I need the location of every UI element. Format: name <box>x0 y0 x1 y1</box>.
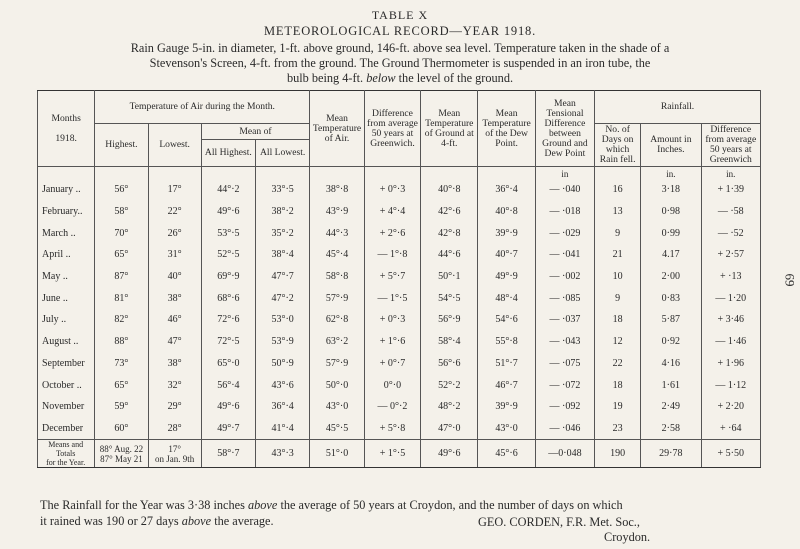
table-row <box>38 179 761 201</box>
cell-rain-days: 16 <box>595 179 641 201</box>
cell-tension: — ·018 <box>535 201 594 223</box>
cell-rain-days: 13 <box>595 201 641 223</box>
totals-tension: —0·048 <box>535 440 594 468</box>
cell-month: July .. <box>38 309 95 331</box>
header-rainfall: Rainfall. <box>595 91 761 124</box>
cell-tension: — ·040 <box>535 179 594 201</box>
header-all-highest: All Highest. <box>201 140 255 167</box>
cell-diff: + 0°·3 <box>364 179 420 201</box>
cell-rain-diff: + 2·57 <box>701 244 760 266</box>
totals-label <box>38 440 95 468</box>
cell-dew: 40°·8 <box>478 201 535 223</box>
cell-month: May .. <box>38 266 95 288</box>
cell-rain-days: 12 <box>595 331 641 353</box>
cell-tension: — ·085 <box>535 287 594 309</box>
cell-diff: + 5°·7 <box>364 266 420 288</box>
cell-all-highest: 68°·6 <box>201 287 255 309</box>
cell-rain-amount: 4·16 <box>641 353 701 375</box>
totals-all-lowest: 43°·3 <box>256 440 310 468</box>
cell-lowest: 38° <box>148 353 201 375</box>
totals-all-highest: 58°·7 <box>201 440 255 468</box>
cell-mean-air: 63°·2 <box>310 331 365 353</box>
cell-ground: 42°·8 <box>421 222 478 244</box>
cell-rain-diff: — ·58 <box>701 201 760 223</box>
footer-note <box>40 497 760 529</box>
totals-highest-2: 87° May 21 <box>100 453 143 464</box>
cell-rain-diff: + ·13 <box>701 266 760 288</box>
cell-lowest: 17° <box>148 179 201 201</box>
cell-mean-air: 62°·8 <box>310 309 365 331</box>
cell-all-lowest: 38°·4 <box>256 244 310 266</box>
table-row <box>38 374 761 396</box>
cell-highest: 65° <box>95 244 148 266</box>
header-rain-days: No. of Days on which Rain fell. <box>595 124 641 167</box>
cell-tension: — ·037 <box>535 309 594 331</box>
table-row <box>38 331 761 353</box>
cell-tension: — ·092 <box>535 396 594 418</box>
cell-highest: 73° <box>95 353 148 375</box>
header-mean-tensional: Mean Tensional Difference between Ground and Dew Point <box>535 91 594 167</box>
cell-all-highest: 44°·2 <box>201 179 255 201</box>
cell-mean-air: 38°·8 <box>310 179 365 201</box>
cell-all-highest: 72°·6 <box>201 309 255 331</box>
cell-all-highest: 53°·5 <box>201 222 255 244</box>
cell-ground: 56°·6 <box>421 353 478 375</box>
cell-rain-amount: 1·61 <box>641 374 701 396</box>
cell-all-lowest: 53°·0 <box>256 309 310 331</box>
signature-place: Croydon. <box>604 530 651 544</box>
totals-label-1: Means and <box>48 440 84 450</box>
cell-ground: 54°·5 <box>421 287 478 309</box>
cell-lowest: 47° <box>148 331 201 353</box>
cell-tension: — ·043 <box>535 331 594 353</box>
cell-month: March .. <box>38 222 95 244</box>
cell-diff: — 1°·8 <box>364 244 420 266</box>
cell-highest: 58° <box>95 201 148 223</box>
cell-ground: 52°·2 <box>421 374 478 396</box>
unit-row <box>38 167 761 180</box>
totals-highest <box>95 440 148 468</box>
cell-all-highest: 49°·7 <box>201 418 255 440</box>
cell-ground: 48°·2 <box>421 396 478 418</box>
cell-all-lowest: 38°·2 <box>256 201 310 223</box>
header-lowest: Lowest. <box>148 124 201 167</box>
footer-line-2 <box>40 513 760 529</box>
intro-line-2: Stevenson's Screen, 4-ft. from the ground. The Ground Thermometer is suspended in an iron tube, the <box>149 56 651 70</box>
totals-lowest <box>148 440 201 468</box>
cell-tension: — ·029 <box>535 222 594 244</box>
table-row <box>38 287 761 309</box>
cell-highest: 82° <box>95 309 148 331</box>
cell-tension: — ·046 <box>535 418 594 440</box>
cell-highest: 70° <box>95 222 148 244</box>
cell-lowest: 22° <box>148 201 201 223</box>
cell-highest: 88° <box>95 331 148 353</box>
table-label: TABLE X <box>371 8 429 22</box>
cell-highest: 87° <box>95 266 148 288</box>
cell-dew: 46°·7 <box>478 374 535 396</box>
page-title: METEOROLOGICAL RECORD—YEAR 1918. <box>263 24 536 38</box>
signature: GEO. CORDEN, F.R. Met. Soc., <box>478 515 640 529</box>
cell-rain-days: 22 <box>595 353 641 375</box>
cell-rain-amount: 4.17 <box>641 244 701 266</box>
cell-all-lowest: 53°·9 <box>256 331 310 353</box>
cell-rain-amount: 0·99 <box>641 222 701 244</box>
intro-line-3c: the level of the ground. <box>398 71 514 85</box>
header-mean-temp-ground: Mean Temperature of Ground at 4-ft. <box>421 91 478 167</box>
footer-line-2b: above <box>181 514 212 528</box>
intro-text <box>40 41 760 86</box>
cell-dew: 54°·6 <box>478 309 535 331</box>
cell-all-lowest: 47°·7 <box>256 266 310 288</box>
cell-all-lowest: 33°·5 <box>256 179 310 201</box>
cell-rain-diff: + 3·46 <box>701 309 760 331</box>
footer-line-1a: The Rainfall for the Year was 3·38 inches <box>40 498 245 512</box>
header-year: 1918. <box>55 132 77 144</box>
intro-line-3b: below <box>366 71 396 85</box>
cell-rain-days: 9 <box>595 222 641 244</box>
totals-ground: 49°·6 <box>421 440 478 468</box>
cell-dew: 39°·9 <box>478 396 535 418</box>
cell-highest: 60° <box>95 418 148 440</box>
cell-ground: 56°·9 <box>421 309 478 331</box>
cell-mean-air: 50°·0 <box>310 374 365 396</box>
cell-lowest: 26° <box>148 222 201 244</box>
intro-line-3 <box>40 71 760 86</box>
header-diff-avg: Difference from average 50 years at Greenwich. <box>364 91 420 167</box>
cell-diff: + 4°·4 <box>364 201 420 223</box>
cell-rain-diff: + 1·39 <box>701 179 760 201</box>
cell-rain-amount: 2·00 <box>641 266 701 288</box>
cell-highest: 81° <box>95 287 148 309</box>
table-row <box>38 201 761 223</box>
cell-dew: 39°·9 <box>478 222 535 244</box>
cell-diff: + 2°·6 <box>364 222 420 244</box>
totals-rain-diff: + 5·50 <box>701 440 760 468</box>
cell-month: February.. <box>38 201 95 223</box>
cell-lowest: 28° <box>148 418 201 440</box>
footer-line-1 <box>40 497 760 513</box>
cell-tension: — ·002 <box>535 266 594 288</box>
cell-all-highest: 72°·5 <box>201 331 255 353</box>
unit-tension: in <box>535 167 594 180</box>
header-mean-temp-air: Mean Temperature of Air. <box>310 91 365 167</box>
totals-mean-air: 51°·0 <box>310 440 365 468</box>
table-row <box>38 266 761 288</box>
cell-all-highest: 52°·5 <box>201 244 255 266</box>
header-rain-amount: Amount in Inches. <box>641 124 701 167</box>
cell-dew: 43°·0 <box>478 418 535 440</box>
cell-rain-days: 10 <box>595 266 641 288</box>
cell-highest: 59° <box>95 396 148 418</box>
table-row <box>38 309 761 331</box>
cell-rain-diff: — 1·12 <box>701 374 760 396</box>
cell-all-highest: 49°·6 <box>201 396 255 418</box>
cell-diff: — 1°·5 <box>364 287 420 309</box>
cell-month: September <box>38 353 95 375</box>
cell-rain-days: 18 <box>595 309 641 331</box>
cell-all-lowest: 43°·6 <box>256 374 310 396</box>
cell-ground: 42°·6 <box>421 201 478 223</box>
cell-lowest: 46° <box>148 309 201 331</box>
cell-rain-diff: + 2·20 <box>701 396 760 418</box>
cell-mean-air: 43°·9 <box>310 201 365 223</box>
header-temp-group: Temperature of Air during the Month. <box>95 91 310 124</box>
header-months <box>38 91 95 167</box>
cell-rain-diff: — ·52 <box>701 222 760 244</box>
cell-mean-air: 45°·5 <box>310 418 365 440</box>
totals-amount: 29·78 <box>641 440 701 468</box>
cell-highest: 65° <box>95 374 148 396</box>
cell-tension: — ·041 <box>535 244 594 266</box>
header-mean-of: Mean of <box>201 124 310 140</box>
cell-all-highest: 65°·0 <box>201 353 255 375</box>
table-row <box>38 396 761 418</box>
cell-rain-diff: + ·64 <box>701 418 760 440</box>
cell-all-highest: 49°·6 <box>201 201 255 223</box>
cell-lowest: 40° <box>148 266 201 288</box>
footer-line-2c: the average. <box>214 514 274 528</box>
cell-rain-amount: 5·87 <box>641 309 701 331</box>
cell-lowest: 32° <box>148 374 201 396</box>
unit-diff: in. <box>701 167 760 180</box>
cell-month: November <box>38 396 95 418</box>
cell-rain-amount: 0·92 <box>641 331 701 353</box>
cell-rain-diff: — 1·46 <box>701 331 760 353</box>
cell-month: December <box>38 418 95 440</box>
header-rain-diff: Difference from average 50 years at Greenwich <box>701 124 760 167</box>
cell-dew: 49°·9 <box>478 266 535 288</box>
totals-label-3: for the Year. <box>46 458 86 468</box>
footer-line-1b: above <box>247 498 278 512</box>
unit-amount: in. <box>641 167 701 180</box>
cell-lowest: 31° <box>148 244 201 266</box>
cell-ground: 50°·1 <box>421 266 478 288</box>
totals-days: 190 <box>595 440 641 468</box>
cell-all-lowest: 47°·2 <box>256 287 310 309</box>
cell-rain-amount: 0·83 <box>641 287 701 309</box>
footer-line-2a: it rained was 190 or 27 days <box>40 514 179 528</box>
cell-mean-air: 57°·9 <box>310 353 365 375</box>
table-row <box>38 244 761 266</box>
cell-all-lowest: 35°·2 <box>256 222 310 244</box>
cell-mean-air: 43°·0 <box>310 396 365 418</box>
totals-highest-1: 88° Aug. 22 <box>99 443 144 454</box>
cell-ground: 44°·6 <box>421 244 478 266</box>
cell-rain-days: 23 <box>595 418 641 440</box>
cell-diff: + 5°·8 <box>364 418 420 440</box>
footer-line-1c: the average of 50 years at Croydon, and the number of days on which <box>280 498 623 512</box>
totals-row <box>38 440 761 468</box>
cell-rain-days: 19 <box>595 396 641 418</box>
cell-dew: 51°·7 <box>478 353 535 375</box>
cell-diff: — 0°·2 <box>364 396 420 418</box>
cell-rain-days: 21 <box>595 244 641 266</box>
cell-all-lowest: 36°·4 <box>256 396 310 418</box>
totals-dew: 45°·6 <box>478 440 535 468</box>
cell-dew: 36°·4 <box>478 179 535 201</box>
cell-rain-diff: — 1·20 <box>701 287 760 309</box>
cell-lowest: 38° <box>148 287 201 309</box>
intro-line-3a: bulb being 4-ft. <box>286 71 364 85</box>
cell-ground: 58°·4 <box>421 331 478 353</box>
cell-diff: + 0°·3 <box>364 309 420 331</box>
cell-lowest: 29° <box>148 396 201 418</box>
cell-month: October .. <box>38 374 95 396</box>
cell-all-lowest: 41°·4 <box>256 418 310 440</box>
cell-rain-amount: 2·49 <box>641 396 701 418</box>
header-months-label: Months <box>51 112 81 124</box>
totals-lowest-1: 17° <box>168 443 181 454</box>
cell-month: April .. <box>38 244 95 266</box>
cell-diff: + 0°·7 <box>364 353 420 375</box>
totals-diff: + 1°·5 <box>364 440 420 468</box>
cell-ground: 40°·8 <box>421 179 478 201</box>
cell-month: June .. <box>38 287 95 309</box>
header-mean-temp-dew: Mean Temperature of the Dew Point. <box>478 91 535 167</box>
cell-month: August .. <box>38 331 95 353</box>
totals-lowest-2: on Jan. 9th <box>155 453 195 464</box>
header-highest: Highest. <box>95 124 148 167</box>
cell-mean-air: 58°·8 <box>310 266 365 288</box>
cell-all-highest: 56°·4 <box>201 374 255 396</box>
cell-diff: + 1°·6 <box>364 331 420 353</box>
cell-rain-amount: 3·18 <box>641 179 701 201</box>
cell-dew: 55°·8 <box>478 331 535 353</box>
cell-all-lowest: 50°·9 <box>256 353 310 375</box>
table-row <box>38 222 761 244</box>
page-number: 69 <box>782 273 798 287</box>
cell-diff: 0°·0 <box>364 374 420 396</box>
cell-rain-days: 9 <box>595 287 641 309</box>
header-all-lowest: All Lowest. <box>256 140 310 167</box>
cell-rain-amount: 0·98 <box>641 201 701 223</box>
cell-dew: 40°·7 <box>478 244 535 266</box>
cell-highest: 56° <box>95 179 148 201</box>
cell-ground: 47°·0 <box>421 418 478 440</box>
cell-mean-air: 44°·3 <box>310 222 365 244</box>
cell-dew: 48°·4 <box>478 287 535 309</box>
intro-line-1: Rain Gauge 5-in. in diameter, 1-ft. above ground, 146-ft. above sea level. Temperature taken in the shade of a <box>130 41 670 55</box>
cell-mean-air: 57°·9 <box>310 287 365 309</box>
cell-rain-amount: 2·58 <box>641 418 701 440</box>
cell-all-highest: 69°·9 <box>201 266 255 288</box>
table-row <box>38 418 761 440</box>
cell-tension: — ·072 <box>535 374 594 396</box>
cell-month: January .. <box>38 179 95 201</box>
cell-tension: — ·075 <box>535 353 594 375</box>
totals-label-2: Totals <box>55 449 76 459</box>
header-row-1 <box>38 91 761 124</box>
table-row <box>38 353 761 375</box>
cell-rain-diff: + 1·96 <box>701 353 760 375</box>
cell-mean-air: 45°·4 <box>310 244 365 266</box>
meteorological-table <box>37 90 761 468</box>
cell-rain-days: 18 <box>595 374 641 396</box>
